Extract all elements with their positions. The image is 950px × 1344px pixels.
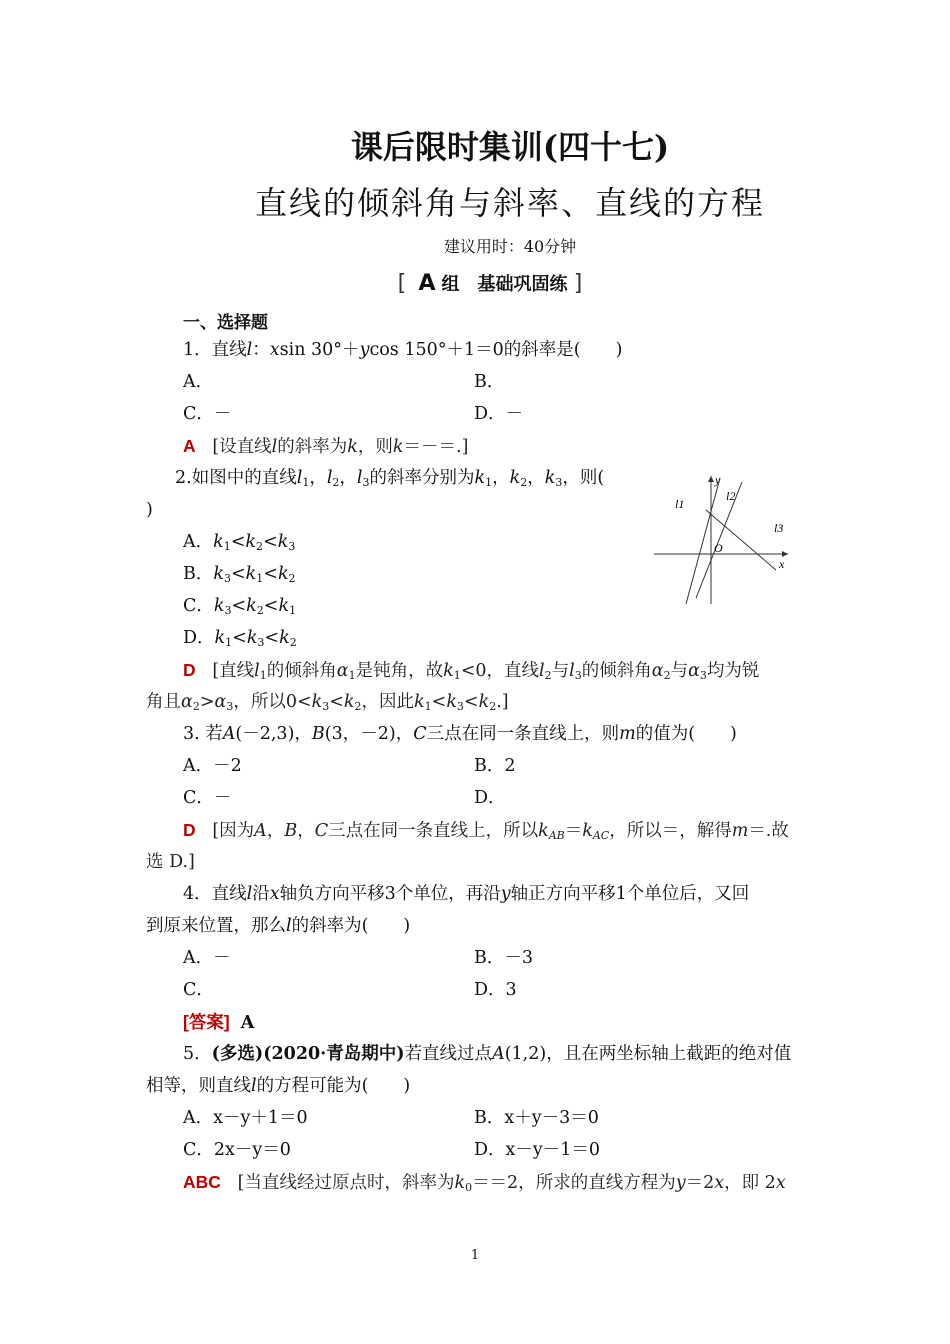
page-subtitle: 直线的倾斜角与斜率、直线的方程 xyxy=(254,184,765,222)
q3-option-d: D． xyxy=(474,788,506,808)
group-bracket-left: [ xyxy=(397,271,407,296)
q1-answer: A [设直线l的斜率为k，则k＝－＝.] xyxy=(183,436,469,457)
q1-option-d: D．－ xyxy=(474,404,524,424)
label-origin: O xyxy=(714,541,723,555)
label-y: y xyxy=(715,473,721,487)
suggested-time: 建议用时：40分钟 xyxy=(443,237,577,256)
page-number: 1 xyxy=(470,1248,480,1263)
q1-stem: 1．直线l：xsin 30°＋ycos 150°＋1＝0的斜率是( ) xyxy=(183,340,623,360)
q2-answer-line2: 角且$\alpha_2>\alpha_3$，所以$0<k_3<k_2$，因此$k_1<k_3<k_2$.] xyxy=(146,692,509,713)
q4-option-b: B．－3 xyxy=(474,948,533,968)
q2-answer-line1: D [直线$l_1$的倾斜角$\alpha_1$是钝角，故$k_1<0$，直线$l_2$与$l_3$的倾斜角$\alpha_2$与$\alpha_3$均为锐 xyxy=(183,660,760,682)
q4-answer-letter: A xyxy=(240,1013,255,1033)
q2-option-b: B．$k_3<k_1<k_2$ xyxy=(183,564,296,585)
q3-option-c: C．－ xyxy=(183,788,232,808)
q5-option-c: C．2x－y＝0 xyxy=(183,1140,291,1160)
label-l1: l1 xyxy=(675,497,685,511)
section-title: 一、选择题 xyxy=(183,313,268,333)
q4-answer-tag: [答案] xyxy=(183,1012,230,1032)
q3-option-b: B．2 xyxy=(474,756,516,776)
q2-stem: 2.如图中的直线$l_1$，$l_2$，$l_3$的斜率分别为$k_1$，$k_2$，$k_3$，则( xyxy=(175,468,605,489)
q1-option-a: A． xyxy=(183,372,214,392)
group-bracket-right: ] xyxy=(573,271,583,296)
q2-option-a: A．$k_1<k_2<k_3$ xyxy=(183,532,296,553)
page-title: 课后限时集训(四十七) xyxy=(350,128,670,166)
q1-answer-letter: A xyxy=(183,436,196,456)
q5-option-a: A．x－y＋1＝0 xyxy=(183,1108,308,1128)
q4-stem-line2: 到原来位置，那么l的斜率为( ) xyxy=(146,916,411,936)
group-letter: A xyxy=(418,271,436,296)
q5-answer: ABC [当直线经过原点时，斜率为$k_0==2$，所求的直线方程为y＝2x，即 2x xyxy=(183,1172,786,1194)
q5-stem-line1: 5．(多选)(2020·青岛期中)若直线过点A(1,2)，且在两坐标轴上截距的绝对值 xyxy=(183,1044,792,1064)
q1-option-c: C．－ xyxy=(183,404,232,424)
line-l3 xyxy=(706,510,776,570)
q5-stem-line2: 相等，则直线l的方程可能为( ) xyxy=(146,1076,411,1096)
label-l2: l2 xyxy=(726,489,736,503)
group-name: 组 基础巩固练 xyxy=(441,274,568,295)
q4-option-d: D．3 xyxy=(474,980,517,1000)
q2-stem-end: ) xyxy=(146,500,153,520)
q2-answer-letter: D xyxy=(183,660,196,680)
q2-option-d: D．$k_1<k_3<k_2$ xyxy=(183,628,297,649)
q5-answer-letter: ABC xyxy=(183,1172,221,1192)
group-heading xyxy=(0,270,950,296)
q4-stem-line1: 4．直线l沿x轴负方向平移3个单位，再沿y轴正方向平移1个单位后，又回 xyxy=(183,884,750,904)
q3-option-a: A．－2 xyxy=(183,756,242,776)
label-x: x xyxy=(779,557,785,571)
q4-option-a: A．－ xyxy=(183,948,231,968)
label-l3: l3 xyxy=(774,521,784,535)
q2-figure xyxy=(648,470,798,610)
q4-option-c: C． xyxy=(183,980,214,1000)
q5-option-d: D．x－y－1＝0 xyxy=(474,1140,601,1160)
q2-option-c: C．$k_3<k_2<k_1$ xyxy=(183,596,297,617)
q3-answer-line1: D [因为A，B，C三点在同一条直线上，所以$k_{AB}=k_{AC}$，所以＝，解得m＝.故 xyxy=(183,820,789,842)
q3-answer-letter: D xyxy=(183,820,196,840)
q3-answer-line2: 选 D.] xyxy=(146,852,195,872)
q4-answer xyxy=(183,1010,254,1035)
q1-option-b: B． xyxy=(474,372,505,392)
q5-option-b: B．x＋y－3＝0 xyxy=(474,1108,599,1128)
q3-stem: 3. 若A(－2,3)，B(3，－2)，C三点在同一条直线上，则m的值为( ) xyxy=(183,724,737,744)
